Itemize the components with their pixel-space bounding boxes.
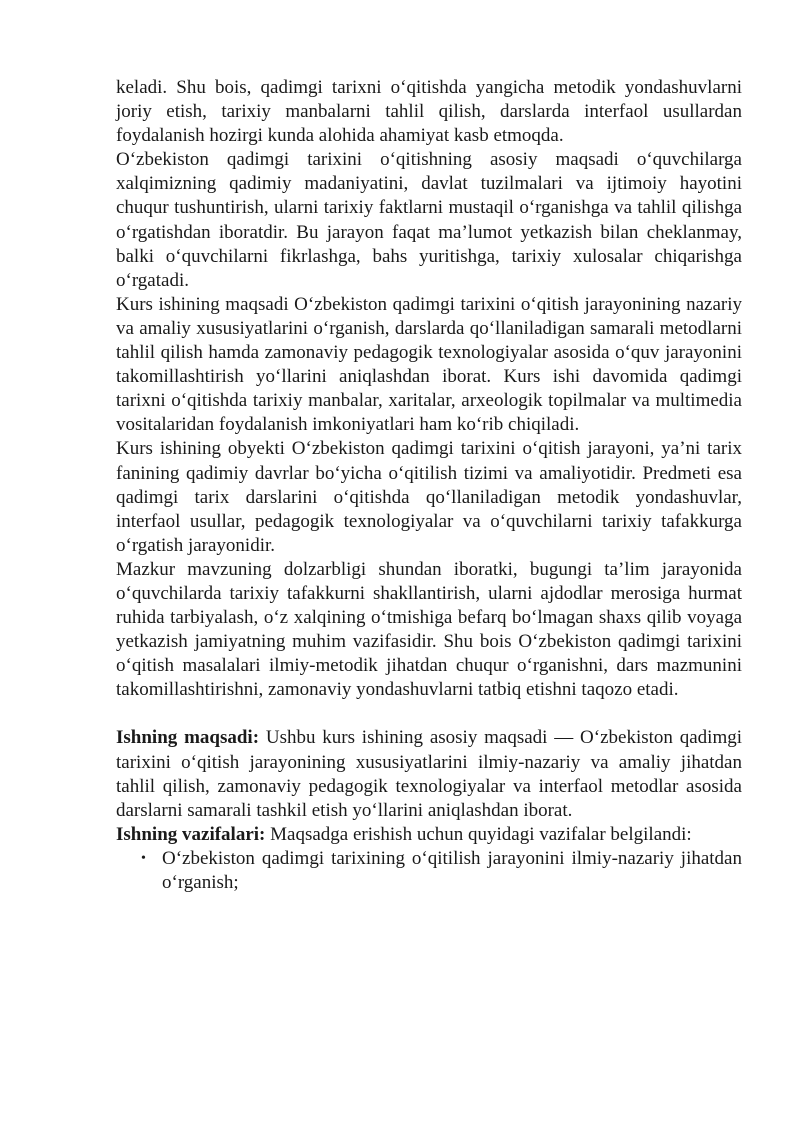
- tasks-text: Maqsadga erishish uchun quyidagi vazifalar belgilandi:: [265, 823, 692, 845]
- section-spacer: [116, 702, 742, 726]
- paragraph-object-subject: Kurs ishining obyekti O‘zbekiston qadimgi tarixini o‘qitish jarayoni, ya’ni tarix fanining qadimiy davrlar bo‘yicha o‘qitilish tizimi va amaliyotidir. Predmeti esa qadimgi tarix darslarini o‘qitishda qo‘llaniladigan metodik yondashuvlar, interfaol usullar, pedagogik texnologiyalar va o‘quvchilarni tarixiy tafakkurga o‘rgatish jarayonidir.: [116, 438, 742, 556]
- paragraph-relevance: Mazkur mavzuning dolzarbligi shundan iboratki, bugungi ta’lim jarayonida o‘quvchilarda tarixiy tafakkurni shakllantirish, ularni ajdodlar merosiga hurmat ruhida tarbiyalash, o‘z xalqining o‘tmishiga befarq bo‘lmagan shaxs qilib voyaga yetkazish jamiyatning muhim vazifasidir. Shu bois O‘zbekiston qadimgi tarixini o‘qitish masalalari ilmiy-metodik jihatdan chuqur o‘rganishni, dars mazmunini takomillashtirishni, zamonaviy yondashuvlarni tatbiq etishni taqozo etadi.: [116, 558, 742, 701]
- goal-text: Ushbu kurs ishining asosiy maqsadi — O‘zbekiston qadimgi tarixini o‘qitish jarayonining xususiyatlarini ilmiy-nazariy va amaliy jihatdan tahlil qilish, zamonaviy pedagogik texnologiyalar va interfaol metodlar asosida darslarni samarali tashkil etish yo‘llarini aniqlashdan iborat.: [116, 727, 742, 821]
- paragraph-course-goal: Kurs ishining maqsadi O‘zbekiston qadimgi tarixini o‘qitish jarayonining nazariy va amaliy xususiyatlarini o‘rganish, darslarda qo‘llaniladigan samarali metodlarni tahlil qilish hamda zamonaviy pedagogik texnologiyalar asosida o‘quv jarayonini takomillashtirish yo‘llarini aniqlashdan iborat. Kurs ishi davomida qadimgi tarixni o‘qitishda tarixiy manbalar, xaritalar, arxeologik topilmalar va multimedia vositalaridan foydalanish imkoniyatlari ham ko‘rib chiqiladi.: [116, 293, 742, 436]
- paragraph-teaching-goal: O‘zbekiston qadimgi tarixini o‘qitishning asosiy maqsadi o‘quvchilarga xalqimizning qadimiy madaniyatini, davlat tuzilmalari va ijtimoiy hayotini chuqur tushuntirish, ularni tarixiy faktlarni mustaqil o‘rganishga va tahlil qilishga o‘rgatishdan iboratdir. Bu jarayon faqat ma’lumot yetkazish bilan cheklanmay, balki o‘quvchilarni fikrlashga, bahs yuritishga, tarixiy xulosalar chiqarishga o‘rgatadi.: [116, 149, 742, 291]
- paragraph-intro-continuation: keladi. Shu bois, qadimgi tarixni o‘qitishda yangicha metodik yondashuvlarni joriy etish, tarixiy manbalarni tahlil qilish, darslarda interfaol usullardan foydalanish hozirgi kunda alohida ahamiyat kasb etmoqda.: [116, 77, 742, 147]
- document-body: [116, 76, 742, 895]
- tasks-paragraph: [116, 823, 742, 847]
- tasks-label: Ishning vazifalari:: [116, 823, 266, 845]
- goal-label: Ishning maqsadi:: [116, 727, 260, 749]
- tasks-list: [116, 847, 742, 895]
- list-item: [116, 847, 742, 895]
- bullet-icon: •: [141, 850, 146, 866]
- list-item-text: O‘zbekiston qadimgi tarixining o‘qitilish jarayonini ilmiy-nazariy jihatdan o‘rganish;: [162, 847, 742, 893]
- goal-paragraph: [116, 726, 742, 822]
